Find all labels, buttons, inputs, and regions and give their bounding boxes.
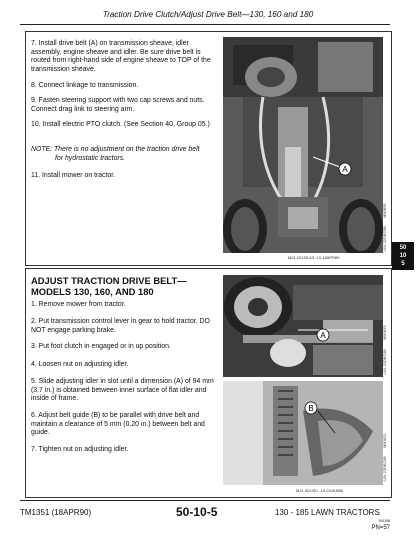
belt-guide-illustration <box>223 381 383 485</box>
step-11-install-mower: 11. Install mower on tractor. <box>31 172 116 179</box>
footer-product: 130 - 185 LAWN TRACTORS <box>275 508 380 517</box>
idler-dimension-illustration <box>223 275 383 377</box>
idler-dimension-photo <box>223 275 383 377</box>
tab-line-3: 5 <box>401 261 405 267</box>
photo-side-code-3: -UN-22DEC89 <box>382 456 387 482</box>
tab-line-2: 10 <box>399 253 407 259</box>
photo-side-code-3b: M90622 <box>382 433 387 448</box>
belt-guide-photo <box>223 381 383 485</box>
note-hydrostatic <box>31 146 217 163</box>
photo-side-code-1b: M90835 <box>382 203 387 218</box>
step-7-install-belt: 7. Install drive belt (A) on transmission sheave, idler assembly, engine sheave and idler. Be sure drive belt is routed from right-hand side of engine sheave to TOP of the transmission sheave. <box>31 40 211 73</box>
callout-a-dimension: A <box>320 331 326 340</box>
photo-side-code-2: -UN-22DEC89 <box>382 349 387 375</box>
step-6-adjust-guide: 6. Adjust belt guide (B) to be parallel with drive belt and maintain a clearance of 5 mm (0.20 in.) between belt and guide. <box>31 412 205 437</box>
photo-side-code-1: -UN-22DEC89 <box>382 226 387 252</box>
step-1-remove-mower: 1. Remove mower from tractor. <box>31 301 126 308</box>
step-3-foot-clutch: 3. Put foot clutch in engaged or in up position. <box>31 343 171 350</box>
section-tab <box>392 242 414 270</box>
footer-page-number: 50-10-5 <box>176 505 218 519</box>
footer-rule <box>20 500 390 501</box>
tractor-underside-illustration <box>223 37 383 253</box>
photo-code-2: M21.00105,I -19-23JAN86 <box>296 488 343 493</box>
note-line-1: NOTE: There is no adjustment on the traction drive belt <box>31 146 200 153</box>
step-4-loosen-nut: 4. Loosen nut on adjusting idler. <box>31 361 129 368</box>
step-9-fasten-steering: 9. Fasten steering support with two cap screws and nuts. Connect drag link to steering arm. <box>31 97 205 113</box>
footer-pn: PN=57 <box>371 525 390 531</box>
step-5-slide-idler: 5. Slide adjusting idler in slot until a dimension (A) of 94 mm (3.7 in.) is obtained between inner surface of flat idler and inside of frame. <box>31 378 214 403</box>
header-rule <box>20 24 390 25</box>
footer-small-code: 100198 <box>378 519 390 523</box>
running-header: Traction Drive Clutch/Adjust Drive Belt—130, 160 and 180 <box>102 10 314 19</box>
section-title-adjust-belt: ADJUST TRACTION DRIVE BELT—MODELS 130, 160, AND 180 <box>31 275 187 297</box>
callout-b-guide: B <box>308 404 314 413</box>
photo-side-code-2b: M90623 <box>382 325 387 340</box>
note-line-2: for hydrostatic tractors. <box>55 154 126 162</box>
step-10-install-pto: 10. Install electric PTO clutch. (See Section 40, Group 05.) <box>31 121 210 128</box>
photo-code-1: M21.00155,A3 -19-18APR89 <box>288 255 340 260</box>
step-2-transmission-lever: 2. Put transmission control lever in gear to hold tractor. DO NOT engage parking brake. <box>31 318 210 334</box>
step-7-tighten-nut: 7. Tighten nut on adjusting idler. <box>31 446 129 453</box>
step-8-connect-linkage: 8. Connect linkage to transmission. <box>31 82 139 89</box>
callout-a: A <box>342 165 348 174</box>
tab-line-1: 50 <box>399 245 407 251</box>
footer-manual-id: TM1351 (18APR90) <box>20 508 92 517</box>
tractor-underside-photo <box>223 37 383 253</box>
